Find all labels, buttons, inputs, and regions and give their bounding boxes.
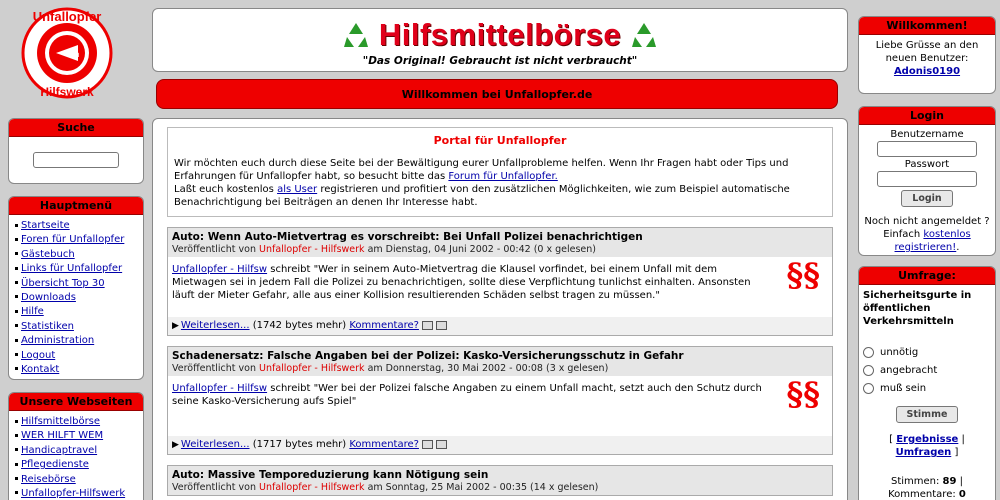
site-link-hilfsmittelboerse[interactable]: Hilfsmittelbörse [21,416,101,427]
comments-link[interactable]: Kommentare? [349,439,419,450]
comments-link[interactable]: Kommentare? [349,320,419,331]
article-footer [168,436,832,454]
article-body [168,376,832,436]
menu-item [15,219,143,233]
recycle-icon [341,20,371,50]
portal-intro [167,127,833,217]
article-title: Auto: Massive Temporeduzierung kann Nötigung sein [172,469,489,481]
search-input[interactable] [33,152,119,168]
article-author: Unfallopfer - Hilfswerk [259,244,365,255]
poll-box [858,266,996,500]
article-text: schreibt "Wer in seinem Auto-Mietvertrag die Klausel vorfindet, bei einem Unfall mit dem Mietwagen sei in jedem Fall die Polizei zu benachrichtigen, sollte diese Verpflichtung tunlichst einhalten. Ansonsten läuft der Mieter Gefahr, alle aus einer Kollision resultierenden Schäden selbst tragen zu müssen." [172,264,751,301]
password-input[interactable] [877,171,977,187]
forum-link[interactable]: Forum für Unfallopfer. [448,171,558,182]
article-meta [172,482,828,493]
site-logo[interactable] [12,5,122,100]
arrow-icon: ▶ [172,440,179,450]
our-sites-title: Unsere Webseiten [9,393,143,411]
menu-item [15,320,143,334]
read-more-link[interactable]: Weiterlesen... [180,439,250,450]
menu-link-downloads[interactable]: Downloads [21,291,76,303]
menu-item [15,349,143,363]
article-body [168,257,832,317]
register-note-end: . [956,242,960,253]
article [167,465,833,496]
portal-text-1: Wir möchten euch durch diese Seite bei der Bewältigung eurer Unfallprobleme helfen. Wenn Ihr Fragen habt oder Tips und Erfahrungen für Unfallopfer habt, so besucht bitte das [174,158,789,182]
poll-option[interactable] [863,362,991,380]
article-bytes: (1717 bytes mehr) [249,439,350,450]
email-icon[interactable] [422,321,433,330]
print-icon[interactable] [436,440,447,449]
welcome-text: Liebe Grüsse an den neuen Benutzer: [875,40,979,64]
poll-option[interactable] [863,344,991,362]
menu-link-statistiken[interactable]: Statistiken [21,320,74,332]
page-title: Hilfsmittelbörse [378,17,622,52]
our-sites-box [8,392,144,500]
register-note [859,215,995,254]
poll-option-label: unnötig [880,347,919,358]
logo-text-bottom: Hilfswerk [40,85,94,99]
menu-link-kontakt[interactable]: Kontakt [21,363,60,375]
recycle-icon [629,20,659,50]
article-title: Schadenersatz: Falsche Angaben bei der Polizei: Kasko-Versicherungsschutz in Gefahr [172,350,684,362]
radio-button[interactable] [863,365,874,376]
menu-link-foren[interactable]: Foren für Unfallopfer [21,234,125,246]
username-input[interactable] [877,141,977,157]
article-author: Unfallopfer - Hilfswerk [259,363,365,374]
article-meta [172,244,828,255]
article-footer [168,317,832,335]
menu-item [15,262,143,276]
meta-prefix: Veröffentlicht von [172,363,259,374]
paragraph-icon: §§ [786,256,820,294]
register-user-link[interactable]: als User [277,184,318,195]
poster-link[interactable]: Unfallopfer - Hilfsw [172,383,268,394]
poll-box-title: Umfrage: [859,267,995,285]
content-box [152,118,848,500]
poll-option[interactable] [863,380,991,398]
menu-link-links[interactable]: Links für Unfallopfer [21,263,123,275]
login-button[interactable]: Login [901,190,952,207]
meta-date: am Dienstag, 04 Juni 2002 - 00:42 (0 x gelesen) [364,244,597,255]
welcome-banner: Willkommen bei Unfallopfer.de [156,79,838,109]
article-author: Unfallopfer - Hilfswerk [259,482,365,493]
menu-link-top30[interactable]: Übersicht Top 30 [21,277,105,289]
menu-item [15,429,143,443]
password-label: Passwort [904,158,950,170]
votes-count: 89 [942,476,957,487]
menu-link-logout[interactable]: Logout [21,349,56,361]
menu-item [15,458,143,472]
our-sites-list [9,411,143,500]
login-box [858,106,996,256]
comments-count: 0 [958,489,966,500]
right-column [852,0,1000,500]
article-title: Auto: Wenn Auto-Mietvertrag es vorschreibt: Bei Unfall Polizei benachrichtigen [172,231,643,243]
new-user-link[interactable]: Adonis0190 [893,66,961,77]
menu-item [15,487,143,500]
menu-link-startseite[interactable]: Startseite [21,220,70,231]
portal-text-3: registrieren und profitiert von den zusätzlichen Möglichkeiten, wie zum Beispiel automatische Benachrichtigung bei Beiträgen an denen Ihr Interesse habt. [174,184,790,208]
site-link-reiseboerse[interactable]: Reisebörse [21,473,76,485]
arrow-icon: ▶ [172,321,179,331]
article-meta [172,363,828,374]
print-icon[interactable] [436,321,447,330]
portal-text-2: Laßt euch kostenlos [174,184,278,195]
poll-option-label: muß sein [880,383,927,394]
polls-link[interactable]: Umfragen [895,447,952,458]
search-box [8,118,144,184]
article-text: schreibt "Wer bei der Polizei falsche Angaben zu einem Unfall macht, setzt auch den Schutz durch seine Kasko-Versicherung aufs Spiel" [172,383,762,407]
tagline: "Das Original! Gebraucht ist nicht verbraucht" [362,55,638,67]
left-column [0,0,150,500]
article-bytes: (1742 bytes mehr) [249,320,350,331]
menu-link-hilfe[interactable]: Hilfe [21,306,44,318]
meta-prefix: Veröffentlicht von [172,482,259,493]
radio-button[interactable] [863,383,874,394]
poll-links: [ Ergebnisse | Umfragen ] [889,434,965,458]
main-menu-list [9,215,143,377]
menu-item [15,233,143,247]
read-more-link[interactable]: Weiterlesen... [180,320,250,331]
poll-options [863,344,991,398]
portal-text [174,157,826,209]
site-link-unfallopfer-hilfswerk[interactable]: Unfallopfer-Hilfswerk [21,487,126,499]
meta-prefix: Veröffentlicht von [172,244,259,255]
register-note-text: Noch nicht angemeldet ? Einfach [864,216,990,240]
main-column [152,0,848,500]
menu-link-administration[interactable]: Administration [21,335,95,347]
meta-date: am Sonntag, 25 Mai 2002 - 00:35 (14 x gelesen) [364,482,599,493]
results-link[interactable]: Ergebnisse [896,434,959,445]
paragraph-icon: §§ [786,375,820,413]
poll-option-label: angebracht [880,365,938,376]
menu-item [15,248,143,262]
logo-text-top: Unfallopfer [32,9,102,24]
site-link-handicaptravel[interactable]: Handicaptravel [21,444,98,456]
main-menu-title: Hauptmenü [9,197,143,215]
welcome-box-title: Willkommen! [859,17,995,35]
header-box [152,8,848,72]
email-icon[interactable] [422,440,433,449]
menu-item [15,444,143,458]
menu-item [15,473,143,487]
poll-link-separator: | [958,434,965,445]
comments-label: Kommentare: [888,489,956,500]
vote-button[interactable]: Stimme [896,406,959,423]
menu-item [15,363,143,377]
poll-stats: Stimmen: 89 | Kommentare: 0 [888,476,966,500]
portal-heading: Portal für Unfallopfer [433,134,567,147]
menu-item [15,334,143,348]
menu-item [15,415,143,429]
poll-question: Sicherheitsgurte in öffentlichen Verkehrsmitteln [863,290,972,327]
menu-link-gaestebuch[interactable]: Gästebuch [21,248,75,260]
menu-item [15,305,143,319]
menu-item [15,291,143,305]
site-link-pflegedienste[interactable]: Pflegedienste [21,459,89,471]
welcome-box [858,16,996,94]
search-box-title: Suche [9,119,143,137]
site-link-wer-hilft-wem[interactable]: WER HILFT WEM [21,430,104,442]
login-box-title: Login [859,107,995,125]
register-link[interactable]: kostenlos registrieren! [894,229,971,253]
username-label: Benutzername [890,129,964,140]
logo-center-text: cfh [68,50,80,59]
menu-item [15,277,143,291]
main-menu-box [8,196,144,380]
radio-button[interactable] [863,347,874,358]
votes-label: Stimmen: [890,476,940,487]
article [167,227,833,336]
article [167,346,833,455]
poster-link[interactable]: Unfallopfer - Hilfsw [172,264,268,275]
meta-date: am Donnerstag, 30 Mai 2002 - 00:08 (3 x gelesen) [364,363,609,374]
